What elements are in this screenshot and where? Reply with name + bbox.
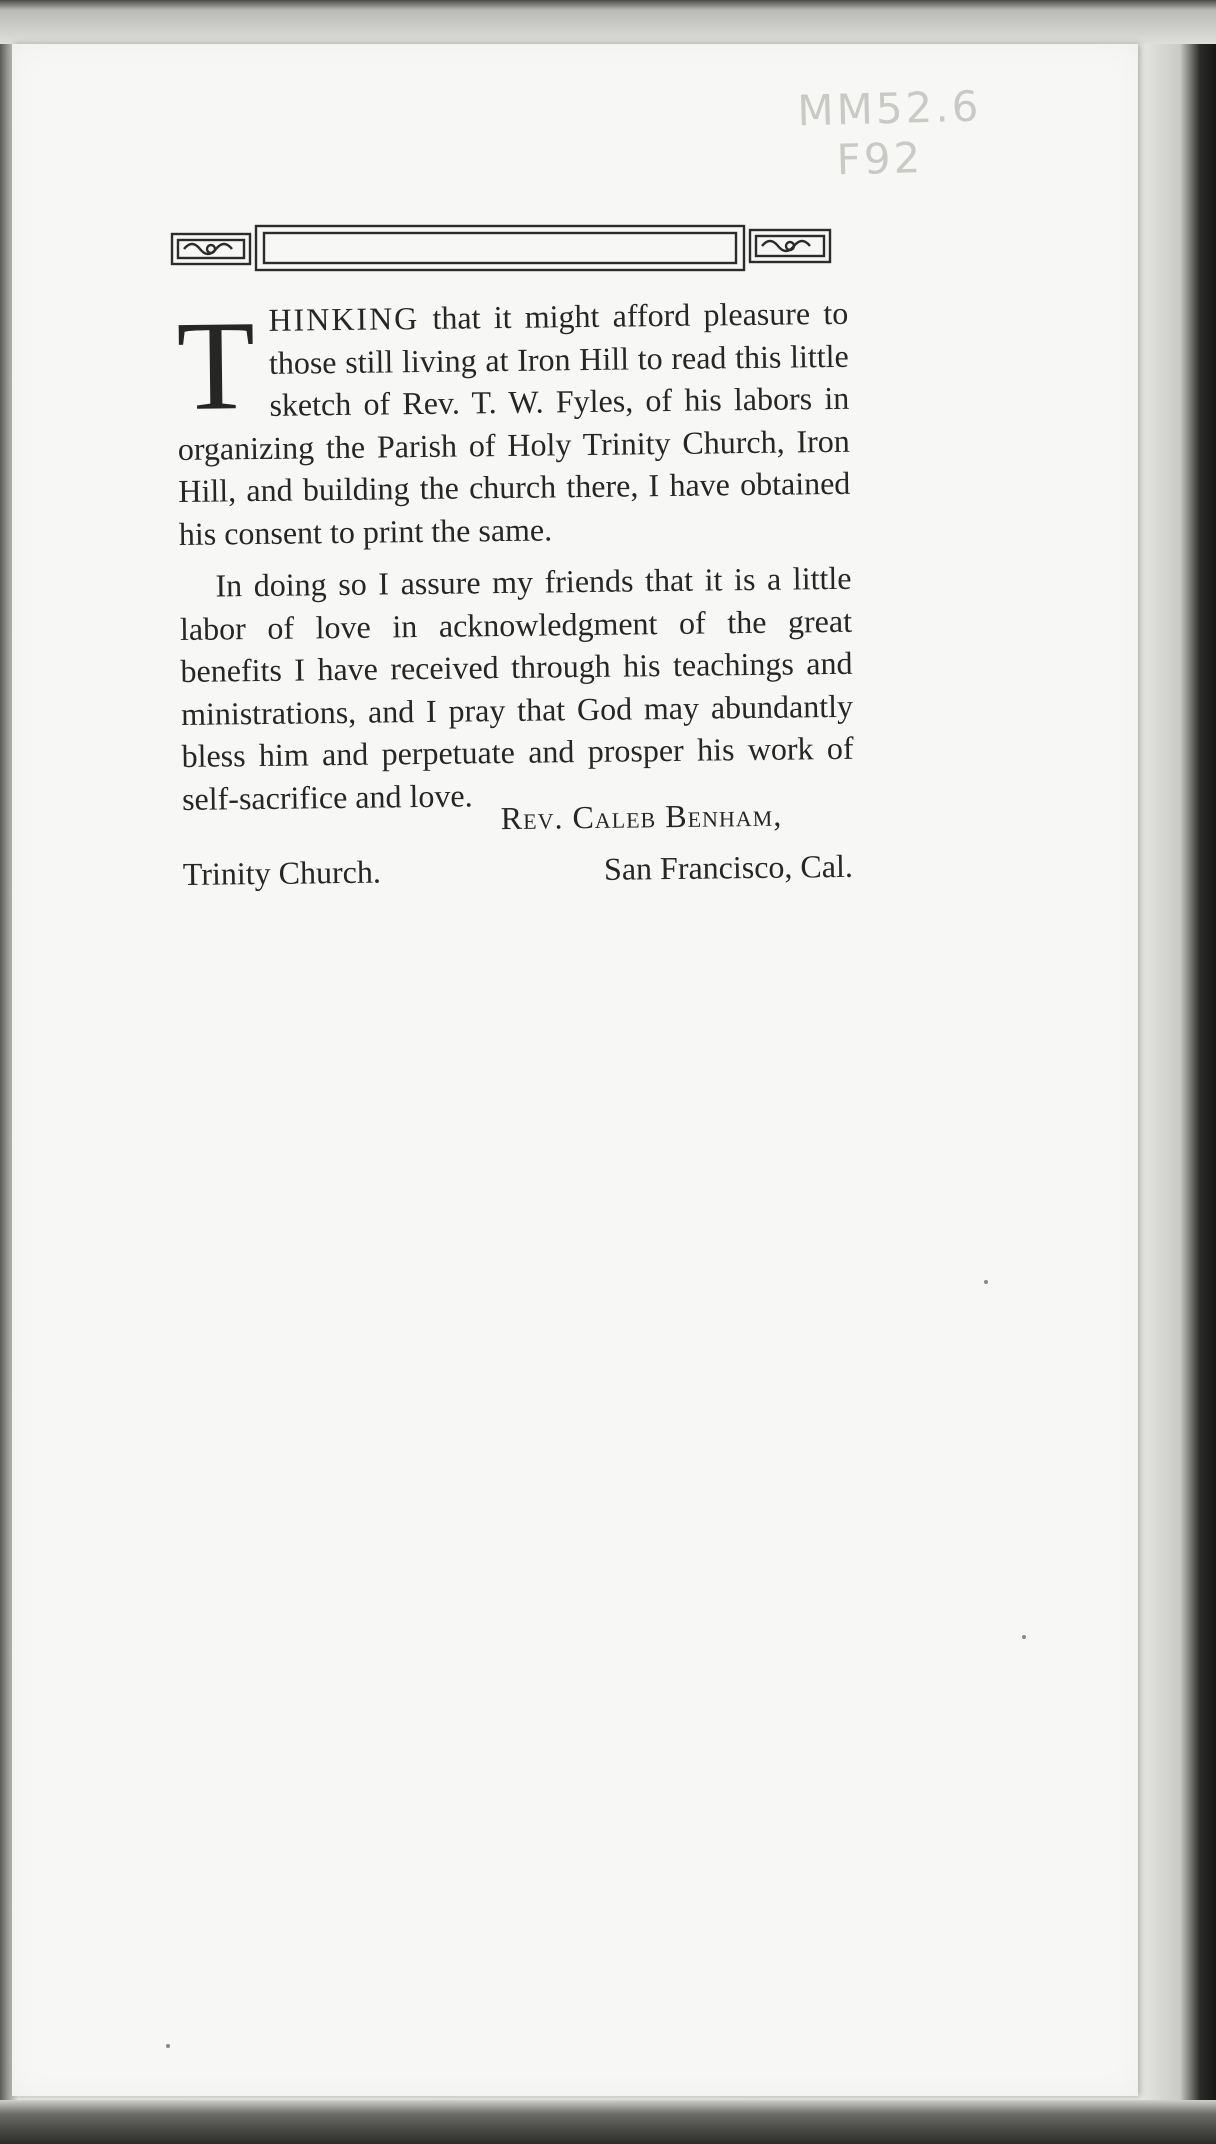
pencil-catalog-mark [797,82,984,187]
paragraph-1 [176,292,851,555]
signature-church: Trinity Church. [182,853,382,892]
signature-block [182,792,853,896]
signature-name [182,792,852,844]
signature-location: San Francisco, Cal. [603,847,854,887]
paper-speck [984,1280,988,1284]
catalog-mark-line1: MM52.6 [796,81,982,136]
signature-row [183,844,853,896]
paragraph-1-text: that it might afford pleasure to those still living at Iron Hill to read this little sketch of Rev. T. W. Fyles, of his labors in organizing the Parish of Holy Trinity Church, Iron Hill, and building the church there, I have obtained his consent to print the same. [177,294,851,552]
body-text [176,292,854,820]
signature-name-text: Rev. Caleb Benham, [500,796,783,837]
scan-top-edge [0,0,1216,44]
paragraph-2: In doing so I assure my friends that it is a little labor of love in acknowledgment of the great benefits I have received through his teachings and ministrations, and I pray that God may abundantly bless him and perpetuate and prosper his work of self-sacrifice and love. [179,559,854,817]
catalog-mark-line2: F92 [836,133,924,185]
paper-speck [1022,1635,1026,1639]
drop-cap: T [175,294,256,437]
decorative-border-ornament [170,218,832,278]
paper-speck [166,2044,170,2048]
lead-word: HINKING [268,300,420,338]
scan-bottom-edge [0,2100,1216,2144]
